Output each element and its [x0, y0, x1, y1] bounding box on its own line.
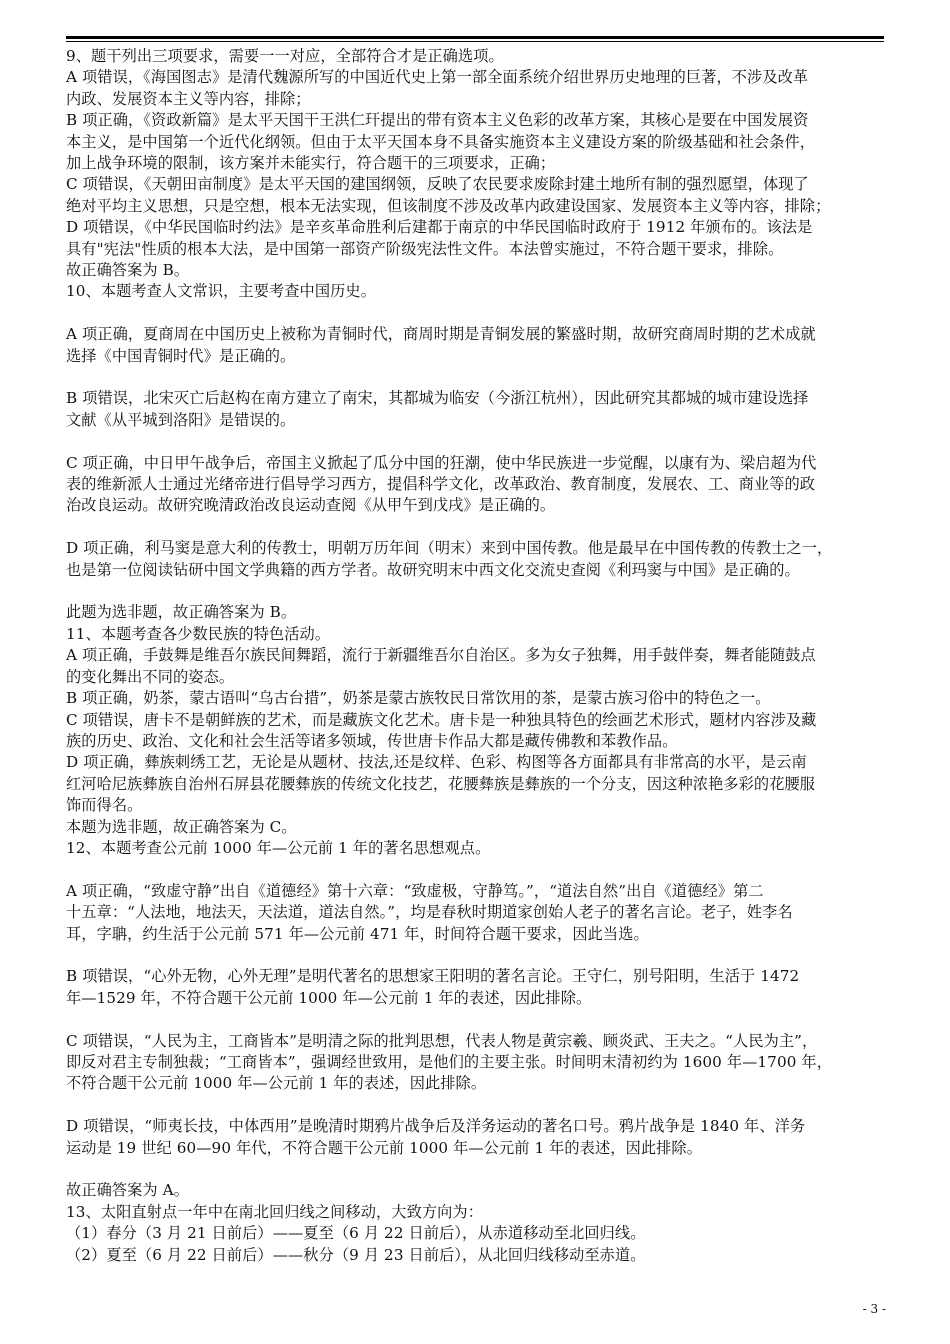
text-line: C 项错误，唐卡不是朝鲜族的艺术，而是藏族文化艺术。唐卡是一种独具特色的绘画艺术形式，题材内容涉及藏 — [66, 710, 817, 729]
blank-line — [66, 431, 884, 452]
answer-explanations — [66, 46, 884, 1266]
text-line: A 项错误，《海国图志》是清代魏源所写的中国近代史上第一部全面系统介绍世界历史地理的巨著，不涉及改革 — [66, 68, 809, 87]
text-line: C 项错误，《天朝田亩制度》是太平天国的建国纲领，反映了农民要求废除封建土地所有制的强烈愿望，体现了 — [66, 175, 809, 194]
text-line: 文献《从平城到洛阳》是错误的。 — [66, 410, 296, 429]
header-rule-thick — [66, 36, 884, 39]
text-line: 12、本题考查公元前 1000 年—公元前 1 年的著名思想观点。 — [66, 838, 491, 857]
text-line: A 项正确，手鼓舞是维吾尔族民间舞蹈，流行于新疆维吾尔自治区。多为女子独舞，用手鼓伴奏，舞者能随鼓点 — [66, 646, 816, 665]
text-line: 的变化舞出不同的姿态。 — [66, 667, 235, 686]
blank-line — [66, 1159, 884, 1180]
text-line: 9、题干列出三项要求，需要一一对应，全部符合才是正确选项。 — [66, 47, 504, 65]
text-line: 表的维新派人士通过光绪帝进行倡导学习西方，提倡科学文化，改革政治、教育制度，发展农、工、商业等的政 — [66, 475, 816, 494]
text-line: B 项错误，北宋灭亡后赵构在南方建立了南宋，其都城为临安（今浙江杭州），因此研究其都城的城市建设选择 — [66, 389, 809, 408]
text-line: 本主义，是中国第一个近代化纲领。但由于太平天国本身不具备实施资本主义建设方案的阶级基础和社会条件， — [66, 132, 816, 151]
text-line: 11、本题考查各少数民族的特色活动。 — [66, 624, 331, 643]
text-line: C 项错误，“人民为主，工商皆本”是明清之际的批判思想，代表人物是黄宗羲、顾炎武、王夫之。“人民为主”， — [66, 1031, 818, 1050]
text-line: D 项正确，彝族刺绣工艺，无论是从题材、技法,还是纹样、色彩、构图等各方面都具有非常高的水平，是云南 — [66, 753, 807, 772]
text-line: 绝对平均主义思想，只是空想，根本无法实现，但该制度不涉及改革内政建设国家、发展资本主义等内容，排除； — [66, 196, 831, 215]
text-line: 不符合题干公元前 1000 年—公元前 1 年的表述，因此排除。 — [66, 1074, 487, 1093]
text-line: 故正确答案为 A。 — [66, 1181, 190, 1200]
text-line: 运动是 19 世纪 60—90 年代，不符合题干公元前 1000 年—公元前 1 年的表述，因此排除。 — [66, 1138, 703, 1157]
blank-line — [66, 945, 884, 966]
text-line: 内政、发展资本主义等内容，排除； — [66, 89, 311, 108]
text-line: 治改良运动。故研究晚清政治改良运动查阅《从甲午到戊戌》是正确的。 — [66, 496, 556, 515]
text-line: 耳，字聃，约生活于公元前 571 年—公元前 471 年，时间符合题干要求，因此当选。 — [66, 924, 649, 943]
text-line: 也是第一位阅读钻研中国文学典籍的西方学者。故研究明末中西文化交流史查阅《利玛窦与中国》是正确的。 — [66, 560, 800, 579]
text-line: D 项错误，《中华民国临时约法》是辛亥革命胜利后建都于南京的中华民国临时政府于 1912 年颁布的。该法是 — [66, 218, 813, 237]
text-line: 此题为选非题，故正确答案为 B。 — [66, 603, 297, 622]
text-line: A 项正确，“致虚守静”出自《道德经》第十六章：“致虚极，守静笃。”，“道法自然”出自《道德经》第二 — [66, 881, 764, 900]
text-line: B 项正确，奶茶，蒙古语叫“乌古台措”，奶茶是蒙古族牧民日常饮用的茶，是蒙古族习俗中的特色之一。 — [66, 689, 771, 708]
blank-line — [66, 581, 884, 602]
text-line: 本题为选非题，故正确答案为 C。 — [66, 817, 297, 836]
text-line: 10、本题考查人文常识，主要考查中国历史。 — [66, 282, 376, 301]
text-line: 选择《中国青铜时代》是正确的。 — [66, 346, 296, 365]
text-line: 具有"宪法"性质的根本大法，是中国第一部资产阶级宪法性文件。本法曾实施过，不符合题干要求，排除。 — [66, 239, 784, 258]
text-line: A 项正确，夏商周在中国历史上被称为青铜时代，商周时期是青铜发展的繁盛时期，故研究商周时期的艺术成就 — [66, 325, 816, 344]
blank-line — [66, 1095, 884, 1116]
text-line: 13、太阳直射点一年中在南北回归线之间移动，大致方向为： — [66, 1202, 484, 1221]
text-line: （2）夏至（6 月 22 日前后）——秋分（9 月 23 日前后），从北回归线移动至赤道。 — [66, 1245, 646, 1264]
blank-line — [66, 517, 884, 538]
text-line: 加上战争环境的限制，该方案并未能实行，符合题干的三项要求，正确； — [66, 154, 556, 173]
text-line: D 项正确，利马窦是意大利的传教士，明朝万历年间（明末）来到中国传教。他是最早在中国传教的传教士之一， — [66, 539, 833, 558]
text-line: C 项正确，中日甲午战争后，帝国主义掀起了瓜分中国的狂潮，使中华民族进一步觉醒，以康有为、梁启超为代 — [66, 453, 817, 472]
text-line: 饰而得名。 — [66, 796, 143, 815]
text-line: B 项错误，“心外无物，心外无理”是明代著名的思想家王阳明的著名言论。王守仁，别号阳明，生活于 1472 — [66, 967, 800, 986]
text-line: （1）春分（3 月 21 日前后）——夏至（6 月 22 日前后），从赤道移动至北回归线。 — [66, 1224, 646, 1243]
text-line: 故正确答案为 B。 — [66, 261, 190, 280]
header-rule-thin — [66, 41, 884, 42]
text-line: B 项正确，《资政新篇》是太平天国干王洪仁玕提出的带有资本主义色彩的改革方案，其核心是要在中国发展资 — [66, 111, 809, 130]
blank-line — [66, 1009, 884, 1030]
text-line: D 项错误，“师夷长技，中体西用”是晚清时期鸦片战争后及洋务运动的著名口号。鸦片战争是 1840 年、洋务 — [66, 1117, 806, 1136]
page-number: - 3 - — [862, 1302, 886, 1316]
blank-line — [66, 859, 884, 880]
blank-line — [66, 367, 884, 388]
text-line: 即反对君主专制独裁；“工商皆本”，强调经世致用，是他们的主要主张。时间明末清初约为 1600 年—1700 年， — [66, 1052, 832, 1071]
text-line: 年—1529 年，不符合题干公元前 1000 年—公元前 1 年的表述，因此排除。 — [66, 988, 592, 1007]
text-line: 十五章：“人法地，地法天，天法道，道法自然。”，均是春秋时期道家创始人老子的著名言论。老子，姓李名 — [66, 903, 793, 922]
text-line: 族的历史、政治、文化和社会生活等诸多领域，传世唐卡作品大都是藏传佛教和苯教作品。 — [66, 731, 678, 750]
blank-line — [66, 303, 884, 324]
text-line: 红河哈尼族彝族自治州石屏县花腰彝族的传统文化技艺，花腰彝族是彝族的一个分支，因这种浓艳多彩的花腰服 — [66, 774, 816, 793]
